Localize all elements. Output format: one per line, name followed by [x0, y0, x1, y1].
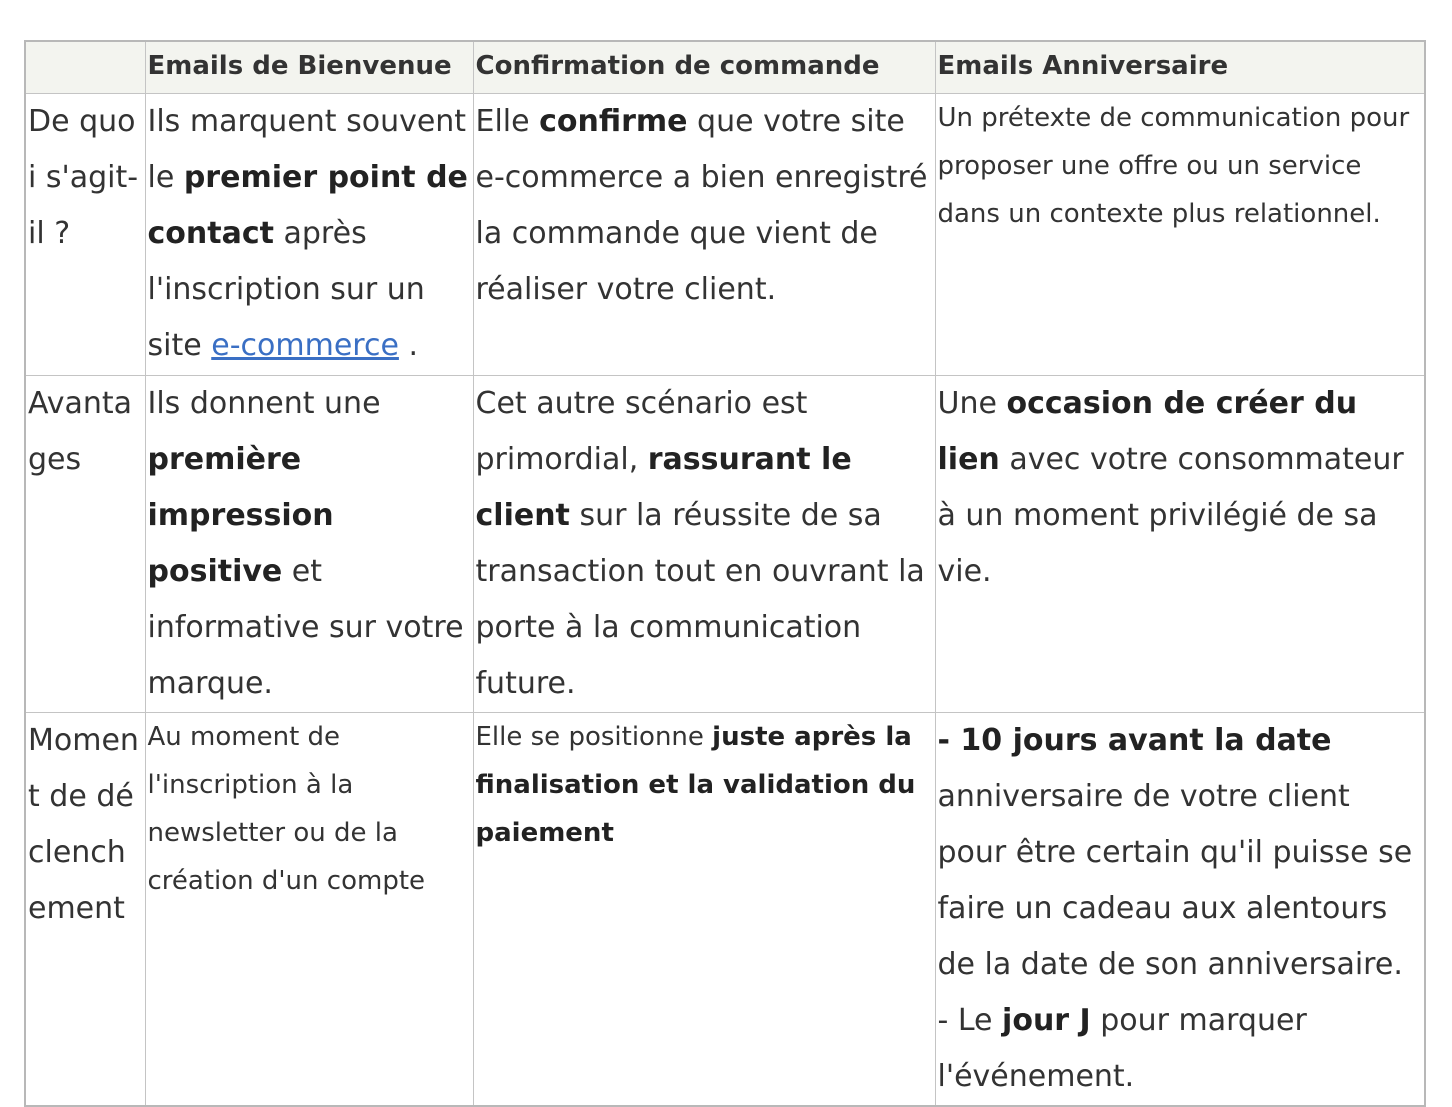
cell-text: Au moment de l'inscription à la newsletter ou de la création d'un compte — [147, 721, 426, 896]
cell-bold-text: jour J — [1002, 1002, 1091, 1038]
header-order-confirmation: Confirmation de commande — [473, 41, 935, 93]
table-header-row — [25, 41, 1425, 93]
cell-bold-text: rassurant le client — [475, 441, 852, 533]
table-row-what-is-it — [25, 93, 1425, 375]
cell-text: sur la réussite de sa transaction tout en ouvrant la porte à la communication future. — [475, 497, 925, 701]
cell-text: Ils donnent une — [147, 385, 381, 421]
table-row-trigger-moment — [25, 712, 1425, 1106]
header-empty-cell — [25, 41, 145, 93]
cell-text: Cet autre scénario est primordial, — [475, 385, 808, 477]
cell-text: pour marquer l'événement. — [937, 1002, 1307, 1094]
cell-bold-text: premier point de contact — [147, 159, 468, 251]
cell-text: . — [398, 327, 418, 363]
cell-bold-text: confirme — [539, 103, 688, 139]
cell-text: que votre site e-commerce a bien enregistré la commande que vient de réaliser votre client. — [475, 103, 928, 307]
cell-birthday-advantages — [935, 375, 1425, 712]
row-label-advantages: Avantages — [25, 375, 145, 712]
cell-text: - Le — [937, 1002, 1003, 1038]
row-label-trigger-moment: Moment de déclenchement — [25, 712, 145, 1106]
cell-bold-text: - 10 jours avant la date — [937, 722, 1332, 758]
header-welcome-emails: Emails de Bienvenue — [145, 41, 473, 93]
cell-text: Ils marquent souvent le — [147, 103, 467, 195]
cell-text: Un prétexte de communication pour proposer une offre ou un service dans un contexte plus relationnel. — [937, 102, 1410, 229]
header-birthday-emails: Emails Anniversaire — [935, 41, 1425, 93]
cell-text: Elle se positionne — [475, 721, 713, 752]
cell-bold-text: juste après la finalisation et la validation du paiement — [475, 721, 916, 848]
comparison-table — [24, 40, 1426, 1107]
cell-birthday-trigger — [935, 712, 1425, 1106]
cell-birthday-what-is-it — [935, 93, 1425, 375]
table-row-advantages — [25, 375, 1425, 712]
row-label-what-is-it: De quoi s'agit-il ? — [25, 93, 145, 375]
cell-welcome-advantages — [145, 375, 473, 712]
cell-welcome-trigger — [145, 712, 473, 1106]
cell-welcome-what-is-it — [145, 93, 473, 375]
cell-text: avec votre consommateur à un moment privilégié de sa vie. — [937, 441, 1404, 589]
cell-text: après l'inscription sur un site — [147, 215, 425, 363]
cell-order-what-is-it — [473, 93, 935, 375]
cell-order-advantages — [473, 375, 935, 712]
cell-text: Elle — [475, 103, 540, 139]
cell-text: et informative sur votre marque. — [147, 553, 464, 701]
cell-text: Une — [937, 385, 1007, 421]
e-commerce-link[interactable]: e-commerce — [211, 327, 399, 363]
cell-order-trigger — [473, 712, 935, 1106]
cell-bold-text: occasion de créer du lien — [937, 385, 1358, 477]
cell-bold-text: première impression positive — [147, 441, 334, 589]
cell-text: anniversaire de votre client pour être certain qu'il puisse se faire un cadeau aux alentours de la date de son anniversaire. — [937, 778, 1413, 982]
